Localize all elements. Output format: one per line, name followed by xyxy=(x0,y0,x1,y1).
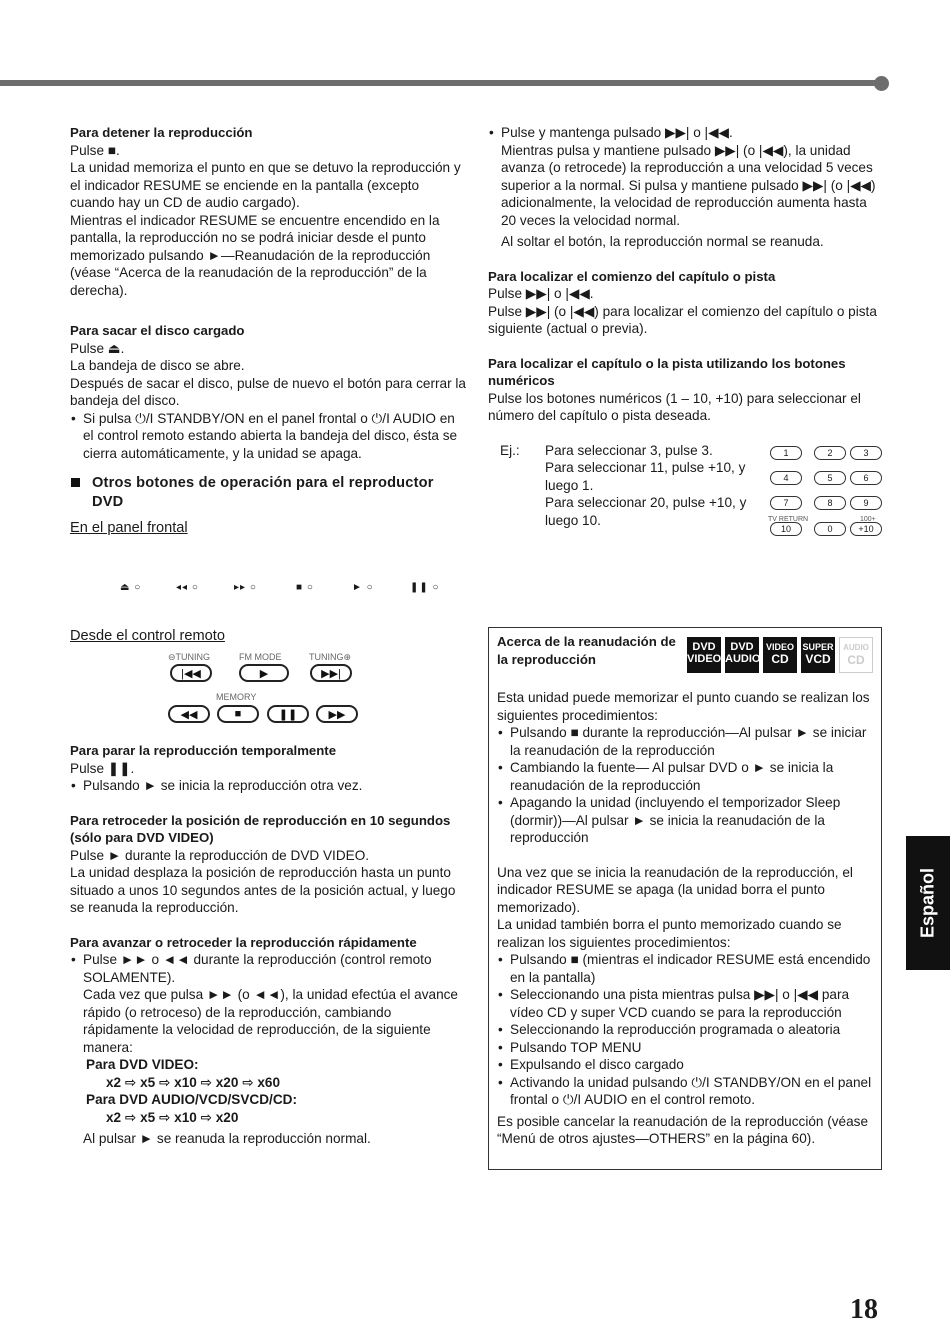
erase-item: • Seleccionando una pista mientras pulsa ▶▶| o |◀◀ para vídeo CD y super VCD cuando se para la reproducción xyxy=(497,986,875,1021)
eject-line: La bandeja de disco se abre. xyxy=(70,358,245,373)
back10-line: La unidad desplaza la posición de reproducción hasta un punto situado a unos 10 segundos antes de la posición actual, y luego se reanuda la reproducción. xyxy=(70,865,456,915)
stop-heading: Para detener la reproducción xyxy=(70,125,253,140)
dvd-video-speeds: x2 ⇨ x5 ⇨ x10 ⇨ x20 ⇨ x60 xyxy=(106,1074,281,1090)
example-label: Ej.: xyxy=(500,442,520,458)
resume-info-content xyxy=(497,633,875,1148)
resume-box-title: Acerca de la reanudación de la reproducción xyxy=(497,634,676,667)
right-column xyxy=(488,124,880,538)
back10-line: Pulse ► durante la reproducción de DVD VIDEO. xyxy=(70,847,370,863)
resume-intro: Esta unidad puede memorizar el punto cuando se realizan los siguientes procedimientos: xyxy=(497,690,870,723)
key-plus10: +10 xyxy=(850,522,882,536)
key-5: 5 xyxy=(814,471,846,485)
fast-bullet xyxy=(70,951,466,1056)
numeric-keypad xyxy=(768,442,888,538)
pause-line: Pulse ❚❚. xyxy=(70,760,135,776)
dvd-video-logo: DVD VIDEO xyxy=(687,637,721,673)
left-column xyxy=(70,124,466,538)
example-line: Para seleccionar 11, pulse +10, y luego 1. xyxy=(545,460,746,493)
front-panel-heading: En el panel frontal xyxy=(70,520,188,536)
other-formats-label: Para DVD AUDIO/VCD/SVCD/CD: xyxy=(86,1092,297,1107)
other-formats-speeds: x2 ⇨ x5 ⇨ x10 ⇨ x20 xyxy=(106,1109,239,1125)
left-column-lower xyxy=(70,742,466,1148)
tv-return-label: TV RETURN xyxy=(768,515,809,523)
language-tab xyxy=(906,836,950,970)
fast-resume: Al pulsar ► se reanuda la reproducción normal. xyxy=(83,1131,371,1146)
page-number: 18 xyxy=(850,1294,878,1325)
locate-line: Pulse ▶▶| o |◀◀. xyxy=(488,286,594,301)
erase-list xyxy=(497,951,875,1109)
fm-mode-label: FM MODE xyxy=(239,652,282,662)
remote-play-button: ▶ xyxy=(239,664,289,682)
erase-item: • Pulsando TOP MENU xyxy=(497,1039,875,1057)
prev-button-glyph: ◂◂ ○ xyxy=(176,582,199,593)
key-9: 9 xyxy=(850,496,882,510)
stop-line: La unidad memoriza el punto en que se detuvo la reproducción y el indicador RESUME se enciende en la pantalla (excepto cuando hay un CD de audio cargado). xyxy=(70,160,461,210)
tuning-minus-label: ⊖TUNING xyxy=(168,652,211,662)
example-block xyxy=(488,442,880,538)
numeric-heading: Para localizar el capítulo o la pista utilizando los botones numéricos xyxy=(488,355,846,388)
hold-release: Al soltar el botón, la reproducción normal se reanuda. xyxy=(501,234,824,249)
key-2: 2 xyxy=(814,446,846,460)
erase-item: • Seleccionando la reproducción programada o aleatoria xyxy=(497,1021,875,1039)
memorize-item: • Apagando la unidad (incluyendo el temporizador Sleep (dormir))—Al pulsar ► se inicia la reanudación de la reproducción xyxy=(497,794,875,847)
next-button-glyph: ▸▸ ○ xyxy=(234,582,257,593)
section-square-icon xyxy=(71,478,80,487)
key-1: 1 xyxy=(770,446,802,460)
remote-next-button: ▶▶| xyxy=(310,664,352,682)
numeric-line: Pulse los botones numéricos (1 – 10, +10) para seleccionar el número del capítulo o pista deseada. xyxy=(488,390,861,423)
pause-bullet: • Pulsando ► se inicia la reproducción otra vez. xyxy=(70,777,466,795)
erase-item: • Expulsando el disco cargado xyxy=(497,1056,875,1074)
remote-prev-button: |◀◀ xyxy=(170,664,212,682)
resume-final: Es posible cancelar la reanudación de la reproducción (véase “Menú de otros ajustes—OTHERS” en la página 60). xyxy=(497,1113,869,1146)
fast-continuation: Cada vez que pulsa ►► (o ◄◄), la unidad efectúa el avance rápido (o retroceso) de la reproducción, cambiando rápidamente la velocidad de reproducción, de la siguiente manera: xyxy=(83,987,458,1055)
hold-bullet-text: Pulse y mantenga pulsado ▶▶| o |◀◀. xyxy=(501,125,733,140)
memorize-item: • Cambiando la fuente— Al pulsar DVD o ► se inicia la reanudación de la reproducción xyxy=(497,759,875,794)
back10-heading: Para retroceder la posición de reproducción en 10 segundos (sólo para DVD VIDEO) xyxy=(70,812,451,845)
memory-label: MEMORY xyxy=(216,692,257,702)
tuning-plus-label: TUNING⊕ xyxy=(309,652,352,662)
eject-button-glyph: ⏏ ○ xyxy=(120,582,142,593)
remote-diagram xyxy=(166,652,366,726)
locate-heading: Para localizar el comienzo del capítulo o pista xyxy=(488,268,776,284)
locate-line: Pulse ▶▶| (o |◀◀) para localizar el comienzo del capítulo o pista siguiente (actual o previa). xyxy=(488,303,877,336)
erase-item: • Activando la unidad pulsando ⏻/I STANDBY/ON en el panel frontal o ⏻/I AUDIO en el control remoto. xyxy=(497,1074,875,1109)
key-3: 3 xyxy=(850,446,882,460)
section-title-text: Otros botones de operación para el reproductor DVD xyxy=(92,475,434,510)
language-tab-label: Español xyxy=(917,867,938,939)
resume-para2: Una vez que se inicia la reanudación de la reproducción, el indicador RESUME se apaga (la unidad borra el punto memorizado). xyxy=(497,864,853,915)
top-rule-dot xyxy=(874,76,889,91)
key-6: 6 xyxy=(850,471,882,485)
super-vcd-logo: SUPER VCD xyxy=(801,637,835,673)
remote-stop-button: ■ xyxy=(217,705,259,723)
resume-info-box xyxy=(488,627,882,1170)
top-rule xyxy=(0,80,880,86)
erase-item: • Pulsando ■ (mientras el indicador RESUME está encendido en la pantalla) xyxy=(497,951,875,986)
fast-bullet-text: Pulse ►► o ◄◄ durante la reproducción (control remoto SOLAMENTE). xyxy=(83,952,432,985)
key-0: 0 xyxy=(814,522,846,536)
eject-line: Pulse ⏏. xyxy=(70,340,125,356)
remote-heading: Desde el control remoto xyxy=(70,628,225,644)
example-line: Para seleccionar 3, pulse 3. xyxy=(545,442,713,458)
stop-line: Mientras el indicador RESUME se encuentre encendido en la pantalla, la reproducción no se podrá iniciar desde el punto memorizado pulsando ►—Reanudación de la reproducción (véase “Acerca de la reanudación de la reproducción” de la derecha). xyxy=(70,212,440,298)
pause-heading: Para parar la reproducción temporalmente xyxy=(70,743,337,758)
speed-table xyxy=(70,1056,466,1126)
remote-pause-button: ❚❚ xyxy=(267,705,309,723)
dvd-video-label: Para DVD VIDEO: xyxy=(86,1057,199,1072)
memorize-item: • Pulsando ■ durante la reproducción—Al pulsar ► se iniciar la reanudación de la reproducción xyxy=(497,724,875,759)
hold-continuation: Mientras pulsa y mantiene pulsado ▶▶| (o |◀◀), la unidad avanza (o retrocede) la reproducción a una velocidad 5 veces superior a la normal. Si pulsa y mantiene pulsado ▶▶| (o |◀◀) adicionalmente, la velocidad de reproducción aumenta hasta 20 veces la velocidad normal. xyxy=(501,142,876,228)
key-10: 10 xyxy=(770,522,802,536)
memorize-list xyxy=(497,724,875,847)
stop-line: Pulse ■. xyxy=(70,142,120,158)
play-button-glyph: ► ○ xyxy=(352,582,374,593)
key-8: 8 xyxy=(814,496,846,510)
video-cd-logo: VIDEO CD xyxy=(763,637,797,673)
stop-button-glyph: ■ ○ xyxy=(296,582,314,593)
disc-logos xyxy=(687,637,875,674)
eject-heading: Para sacar el disco cargado xyxy=(70,323,245,338)
fast-heading: Para avanzar o retroceder la reproducción rápidamente xyxy=(70,934,417,950)
example-line: Para seleccionar 20, pulse +10, y luego 10. xyxy=(545,495,747,528)
remote-ff-button: ▶▶ xyxy=(316,705,358,723)
key-4: 4 xyxy=(770,471,802,485)
key-7: 7 xyxy=(770,496,802,510)
section-title xyxy=(70,474,466,512)
audio-cd-logo: AUDIO CD xyxy=(839,637,873,673)
eject-line: Después de sacar el disco, pulse de nuevo el botón para cerrar la bandeja del disco. xyxy=(70,375,466,408)
example-text xyxy=(545,442,760,530)
pause-button-glyph: ❚❚ ○ xyxy=(410,582,440,593)
remote-rewind-button: ◀◀ xyxy=(168,705,210,723)
hold-bullet xyxy=(488,124,880,251)
dvd-audio-logo: DVD AUDIO xyxy=(725,637,759,673)
hundred-plus-label: 100+ xyxy=(860,515,876,523)
resume-para3: La unidad también borra el punto memorizado cuando se realizan los siguientes procedimientos: xyxy=(497,917,842,950)
eject-bullet: • Si pulsa ⏻/I STANDBY/ON en el panel frontal o ⏻/I AUDIO en el control remoto estando abierta la bandeja del disco, ésta se cierra automáticamente, y la unidad se apaga. xyxy=(70,410,466,463)
